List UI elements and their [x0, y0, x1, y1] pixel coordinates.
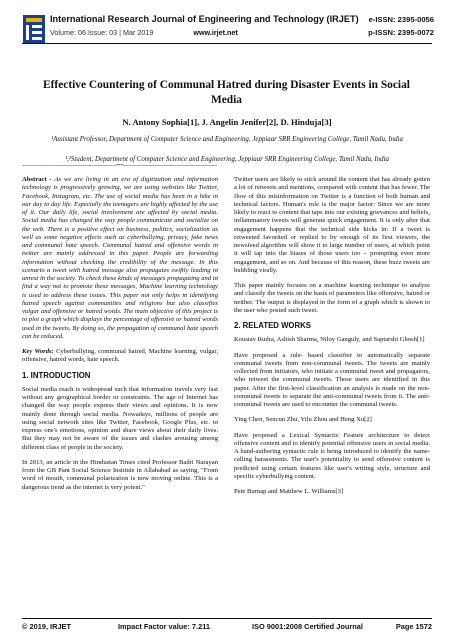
- footer-copyright: © 2019, IRJET: [22, 622, 71, 631]
- footer-page-number: Page 1572: [395, 622, 432, 631]
- p-issn: p-ISSN: 2395-0072: [368, 28, 434, 37]
- paper-authors: N. Antony Sophia[1], J. Angelin Jenifer[2], D. Hinduja[3]: [122, 117, 332, 127]
- related-work-3-authors: Pete Burnap and Matthew L. Williams[3]: [234, 488, 344, 495]
- e-issn: e-ISSN: 2395-0056: [368, 15, 434, 24]
- related-work-2-text: Have proposed a Lexical Syntactic Feature architecture to detect offensive content and to identify potential offensive users in social media. A hand-authoring syntactic rule is being introduced to identify the name-calling harassments. The user's potentiality to send offensive content is predicted using certain features like user's writing style, structure and specific cyberbullying content.: [234, 431, 430, 480]
- footer-impact-factor: Impact Factor value: 7.211: [118, 622, 211, 631]
- journal-title: International Research Journal of Engineering and Technology (IRJET): [50, 14, 359, 24]
- journal-issue-line: [50, 28, 238, 37]
- left-column: [22, 176, 218, 499]
- intro-paragraph-2: In 2013, an article in the Hindustan Times cited Professor Badri Narayan from the GB Pant Social Science Institute in Allahabad as saying, "From word of mouth, communal polarization is now moving online. This is a dangerous trend as the internet is very potent.": [22, 458, 218, 491]
- abstract: [22, 176, 218, 341]
- keywords: [22, 348, 218, 365]
- irjet-logo-icon: [22, 14, 46, 44]
- intro-paragraph-4: This paper mainly focuses on a machine learning technique to analyze and classify the tweets on the basis of parameters like offensive, hatred or neither. The output is displayed in the form of a graph which is shown to the user who posted such tweet.: [234, 282, 430, 314]
- journal-website-link[interactable]: www.irjet.net: [193, 28, 238, 37]
- intro-paragraph-1: Social media reach is widespread such that information travels very fast without any geographical border or constraints. The age of Internet has changed the way people express their views and opinions. It is now mainly done through social media. Nowadays, millions of people are using social network sites like Twitter, Facebook, Google Plus, etc. to express one's emotions, opinion and share views about their daily lives. But they may not be aware of the issues and clashes arousing among different class of people in the society.: [22, 385, 218, 451]
- header-divider: [22, 43, 432, 44]
- abstract-label: Abstract -: [22, 176, 52, 183]
- section-separator: ---------------------------------------------------------------------***---------------------------------------------------------------------: [22, 164, 217, 169]
- related-work-1-authors: Koustav Rudra, Ashish Sharma, Niloy Ganguly, and Saptarshi Ghosh[1]: [234, 336, 425, 344]
- journal-header: [22, 12, 434, 58]
- footer-divider: [22, 618, 432, 619]
- paper-title: Effective Countering of Communal Hatred during Disaster Events in Social Media: [43, 79, 410, 106]
- section-heading-related-works: 2. RELATED WORKS: [234, 321, 311, 330]
- footer-iso: ISO 9001:2008 Certified Journal: [252, 622, 363, 631]
- page-footer: [22, 622, 432, 634]
- related-work-2-authors: Ying Chen, Sencun Zhu, Yilu Zhou and Heng Xu[2]: [234, 416, 372, 424]
- affiliation-2: ¹,²Student, Department of Computer Science and Engineering, Jeppiaar SRR Engineering College, Tamil Nadu, India: [65, 156, 389, 163]
- keywords-text: Cyberbullying, communal hatred, Machine learning, vulgar, offensive, hatred words, hate speech.: [22, 348, 219, 364]
- section-heading-introduction: 1. INTRODUCTION: [22, 370, 91, 380]
- right-column: [234, 176, 430, 503]
- abstract-text: As we are living in an era of digitization and information technology is progressively growing, we are using websites like Twitter, Facebook, Instagram, etc. The use of social media has been in a hike in our day to day life. Especially the teenagers are highly affected by the use of it. Our daily life, social involvement are affected by social media. Social media has changed the way people communicate and socialize on the web. There is a positive effect on business, politics, socialization as well as some negative effects such as cyberbullying, privacy, fake news and communal hate speech. Communal hatred and offensive words in twitter are mainly addressed in this paper. People are forwarding information without checking the credibility of the message. In this scenario a tweet with hatred message also propagates swiftly leading to unrest in the society. To check these kinds of messages propagating and to find a way not to promote these messages, Machine learning technology is used to address these issues. This paper not only helps in identifying hatred speech against communities and religions but also classifies vulgar and offensive or hatred words. The main objective of this project is to plot a graph which displays the percentage of offensive or hatred words used in the tweets. By doing so, the propagation of communal hate speech can be reduced.: [22, 176, 218, 340]
- journal-issue: Volume: 06 Issue: 03 | Mar 2019: [50, 28, 154, 37]
- related-work-1-text: Have proposed a rule- based classifier to automatically separate communal tweets from non-communal tweets. The tweets are mainly collected from initiators, who initiate a communal tweet and propagators, who retweet the communal tweets. Those users are identified in this paper. After the first-level classification an analysis is made on the non-communal tweets to separate the anti-communal tweets from it. The anti-communal tweets are used to encounter the communal tweets.: [234, 351, 430, 408]
- intro-paragraph-3: Twitter users are likely to stick around the content that has already gotten a lot of retweets and mentions, compared with content that has fewer. The flow of this misinformation on Twitter is a function of both human and technical factors. Human's role is the major factor: Since we are more likely to react to content that taps into our existing grievances and beliefs, inflammatory tweets will generate quick engagement. It is only after that engagement happens that the technical side kicks in: If a tweet is retweeted favorited or replied to by enough of its first viewers, the newsfeed algorithm will show it to large number of users, at which point it will tap into the biases of those users too – prompting even more engagement, and so on. And because of this reason, these buzz tweets are bubbling virally.: [234, 176, 430, 274]
- affiliation-1: ¹Assistant Professor, Department of Computer Science and Engineering, Jeppiaar SRR Engineering College, Tamil Nadu, India: [51, 136, 403, 143]
- keywords-label: Key Words:: [22, 348, 54, 355]
